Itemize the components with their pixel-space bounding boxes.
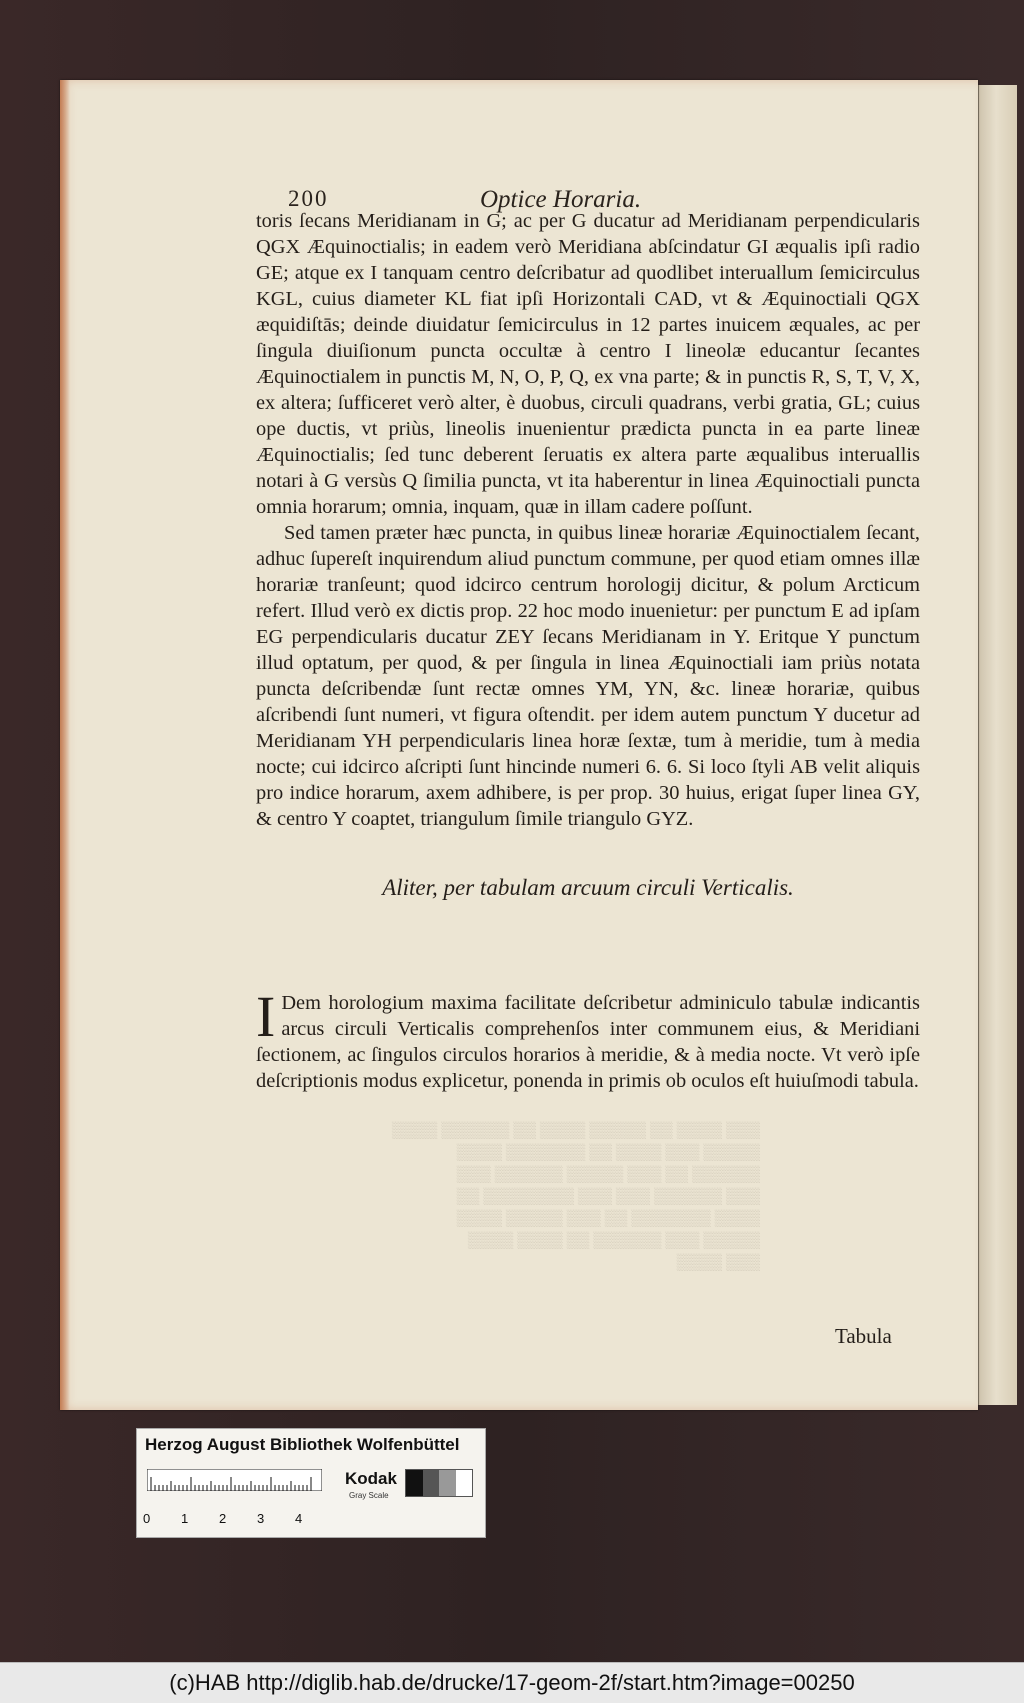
catchword: Tabula bbox=[835, 1324, 892, 1348]
body-paragraph-3 bbox=[256, 984, 920, 1094]
ruler-number: 2 bbox=[219, 1511, 227, 1526]
ruler-scale bbox=[147, 1469, 322, 1491]
footer-credit: (c)HAB http://diglib.hab.de/drucke/17-geom-2f/start.htm?image=00250 bbox=[169, 1670, 855, 1695]
ruler-number: 3 bbox=[257, 1511, 265, 1526]
show-through-text: ▒▒▒ ▒▒▒▒ ▒▒ ▒▒▒▒▒ ▒▒▒▒ ▒▒ ▒▒▒▒▒▒ ▒▒▒▒ ▒▒▒▒▒ ▒▒▒ ▒▒▒▒ ▒▒ ▒▒▒▒▒▒▒ ▒▒▒▒ ▒▒▒▒▒▒ ▒▒ ▒▒▒ ▒▒▒▒▒ ▒▒▒▒▒▒ ▒▒▒ ▒▒▒ ▒▒▒▒▒▒ ▒▒▒ ▒▒▒ ▒▒▒▒▒▒▒▒ ▒▒ ▒▒▒▒ ▒▒▒▒▒▒▒ ▒▒ ▒▒▒ ▒▒▒▒▒ ▒▒▒▒ ▒▒▒▒▒ ▒▒▒ ▒▒▒▒▒▒ ▒▒ ▒▒▒▒ ▒▒▒▒ ▒▒▒ ▒▒▒▒ bbox=[391, 1122, 760, 1271]
facing-page-edge bbox=[978, 85, 1017, 1405]
ruler-number: 1 bbox=[181, 1511, 189, 1526]
ruler-number: 4 bbox=[295, 1511, 303, 1526]
running-title: Optice Horaria. bbox=[480, 186, 642, 213]
paragraph-text: Dem horologium maxima facilitate deſcribetur adminiculo tabulæ indicantis arcus circuli Verticalis comprehenſos inter communem eius, & Meridiani ſectionem, ac ſingulos circulos horarios à meridie, & à media nocte. Vt verò ipſe deſcriptionis modus explicetur, ponenda in primis ob oculos eſt huiuſmodi tabula. bbox=[256, 992, 920, 1092]
gray-scale-label: Gray Scale bbox=[349, 1491, 389, 1500]
footer-credit-bar bbox=[0, 1662, 1024, 1703]
color-calibration-card bbox=[136, 1428, 486, 1538]
drop-cap: I bbox=[256, 984, 276, 1049]
body-paragraph-2 bbox=[256, 520, 920, 832]
kodak-logo: Kodak bbox=[345, 1469, 397, 1488]
ruler-number: 0 bbox=[143, 1511, 151, 1526]
paragraph-text: Sed tamen præter hæc puncta, in quibus lineæ horariæ Æquinoctialem ſecant, adhuc ſupereſt inquirendum aliud punctum commune, per quod etiam omnes illæ horariæ tranſeunt; quod idcirco centrum horologij dicitur, & polum Arcticum refert. Illud verò ex dictis prop. 22 hoc modo inuenietur: per punctum E ad ipſam EG perpendicularis ducatur ZEY ſecans Meridianam in Y. Eritque Y punctum illud optatum, per quod, & per ſingula in linea Æquinoctiali iam priùs notata puncta deſcribendæ ſunt rectæ omnes YM, YN, &c. lineæ horariæ, quibus aſcribendi ſunt numeri, vt figura oſtendit. per idem autem punctum Y ducetur ad Meridianam YH perpendicularis linea horæ ſextæ, tum à meridie, tum à media nocte; cui idcirco aſcripti ſunt hincinde numeri 6. 6. Si loco ſtyli AB velit aliquis pro indice horarum, axem adhibere, is per prop. 30 huius, erigat ſuper linea GY, & centro Y coaptet, triangulum ſimile triangulo GYZ. bbox=[256, 522, 920, 830]
page-number: 200 bbox=[288, 186, 329, 211]
body-paragraph-1 bbox=[256, 208, 920, 520]
section-heading: Aliter, per tabulam arcuum circuli Verticalis. bbox=[382, 875, 794, 900]
paragraph-text: toris ſecans Meridianam in G; ac per G ducatur ad Meridianam perpendicularis QGX Æquinoctialis; in eadem verò Meridiana abſcindatur GI æqualis ipſi radio GE; atque ex I tanquam centro deſcribatur ad quodlibet interuallum ſemicirculus KGL, cuius diameter KL fiat ipſi Horizontali CAD, vt & Æquinoctiali QGX æquidiſtās; deinde diuidatur ſemicirculus in 12 partes inuicem æquales, ac per ſingula diuiſionum puncta occultæ à centro I lineolæ educantur ſecantes Æquinoctialem in punctis M, N, O, P, Q, ex vna parte; & in punctis R, S, T, V, X, ex altera; ſufficeret verò alter, è duobus, circuli quadrans, verbi gratia, GL; cuius ope ductis, vt priùs, lineolis inuenientur prædicta puncta in ea parte lineæ Æquinoctialis; ſed tunc deberent ſeruatis ex altera parte æqualibus interuallis notari à G versùs Q ſimilia puncta, vt ita haberentur in linea Æquinoctiali puncta omnia horarum; omnia, inquam, quæ in illam cadere poſſunt. bbox=[256, 210, 920, 518]
library-name: Herzog August Bibliothek Wolfenbüttel bbox=[145, 1435, 460, 1454]
book-page bbox=[60, 80, 978, 1410]
gray-patches bbox=[405, 1469, 473, 1497]
